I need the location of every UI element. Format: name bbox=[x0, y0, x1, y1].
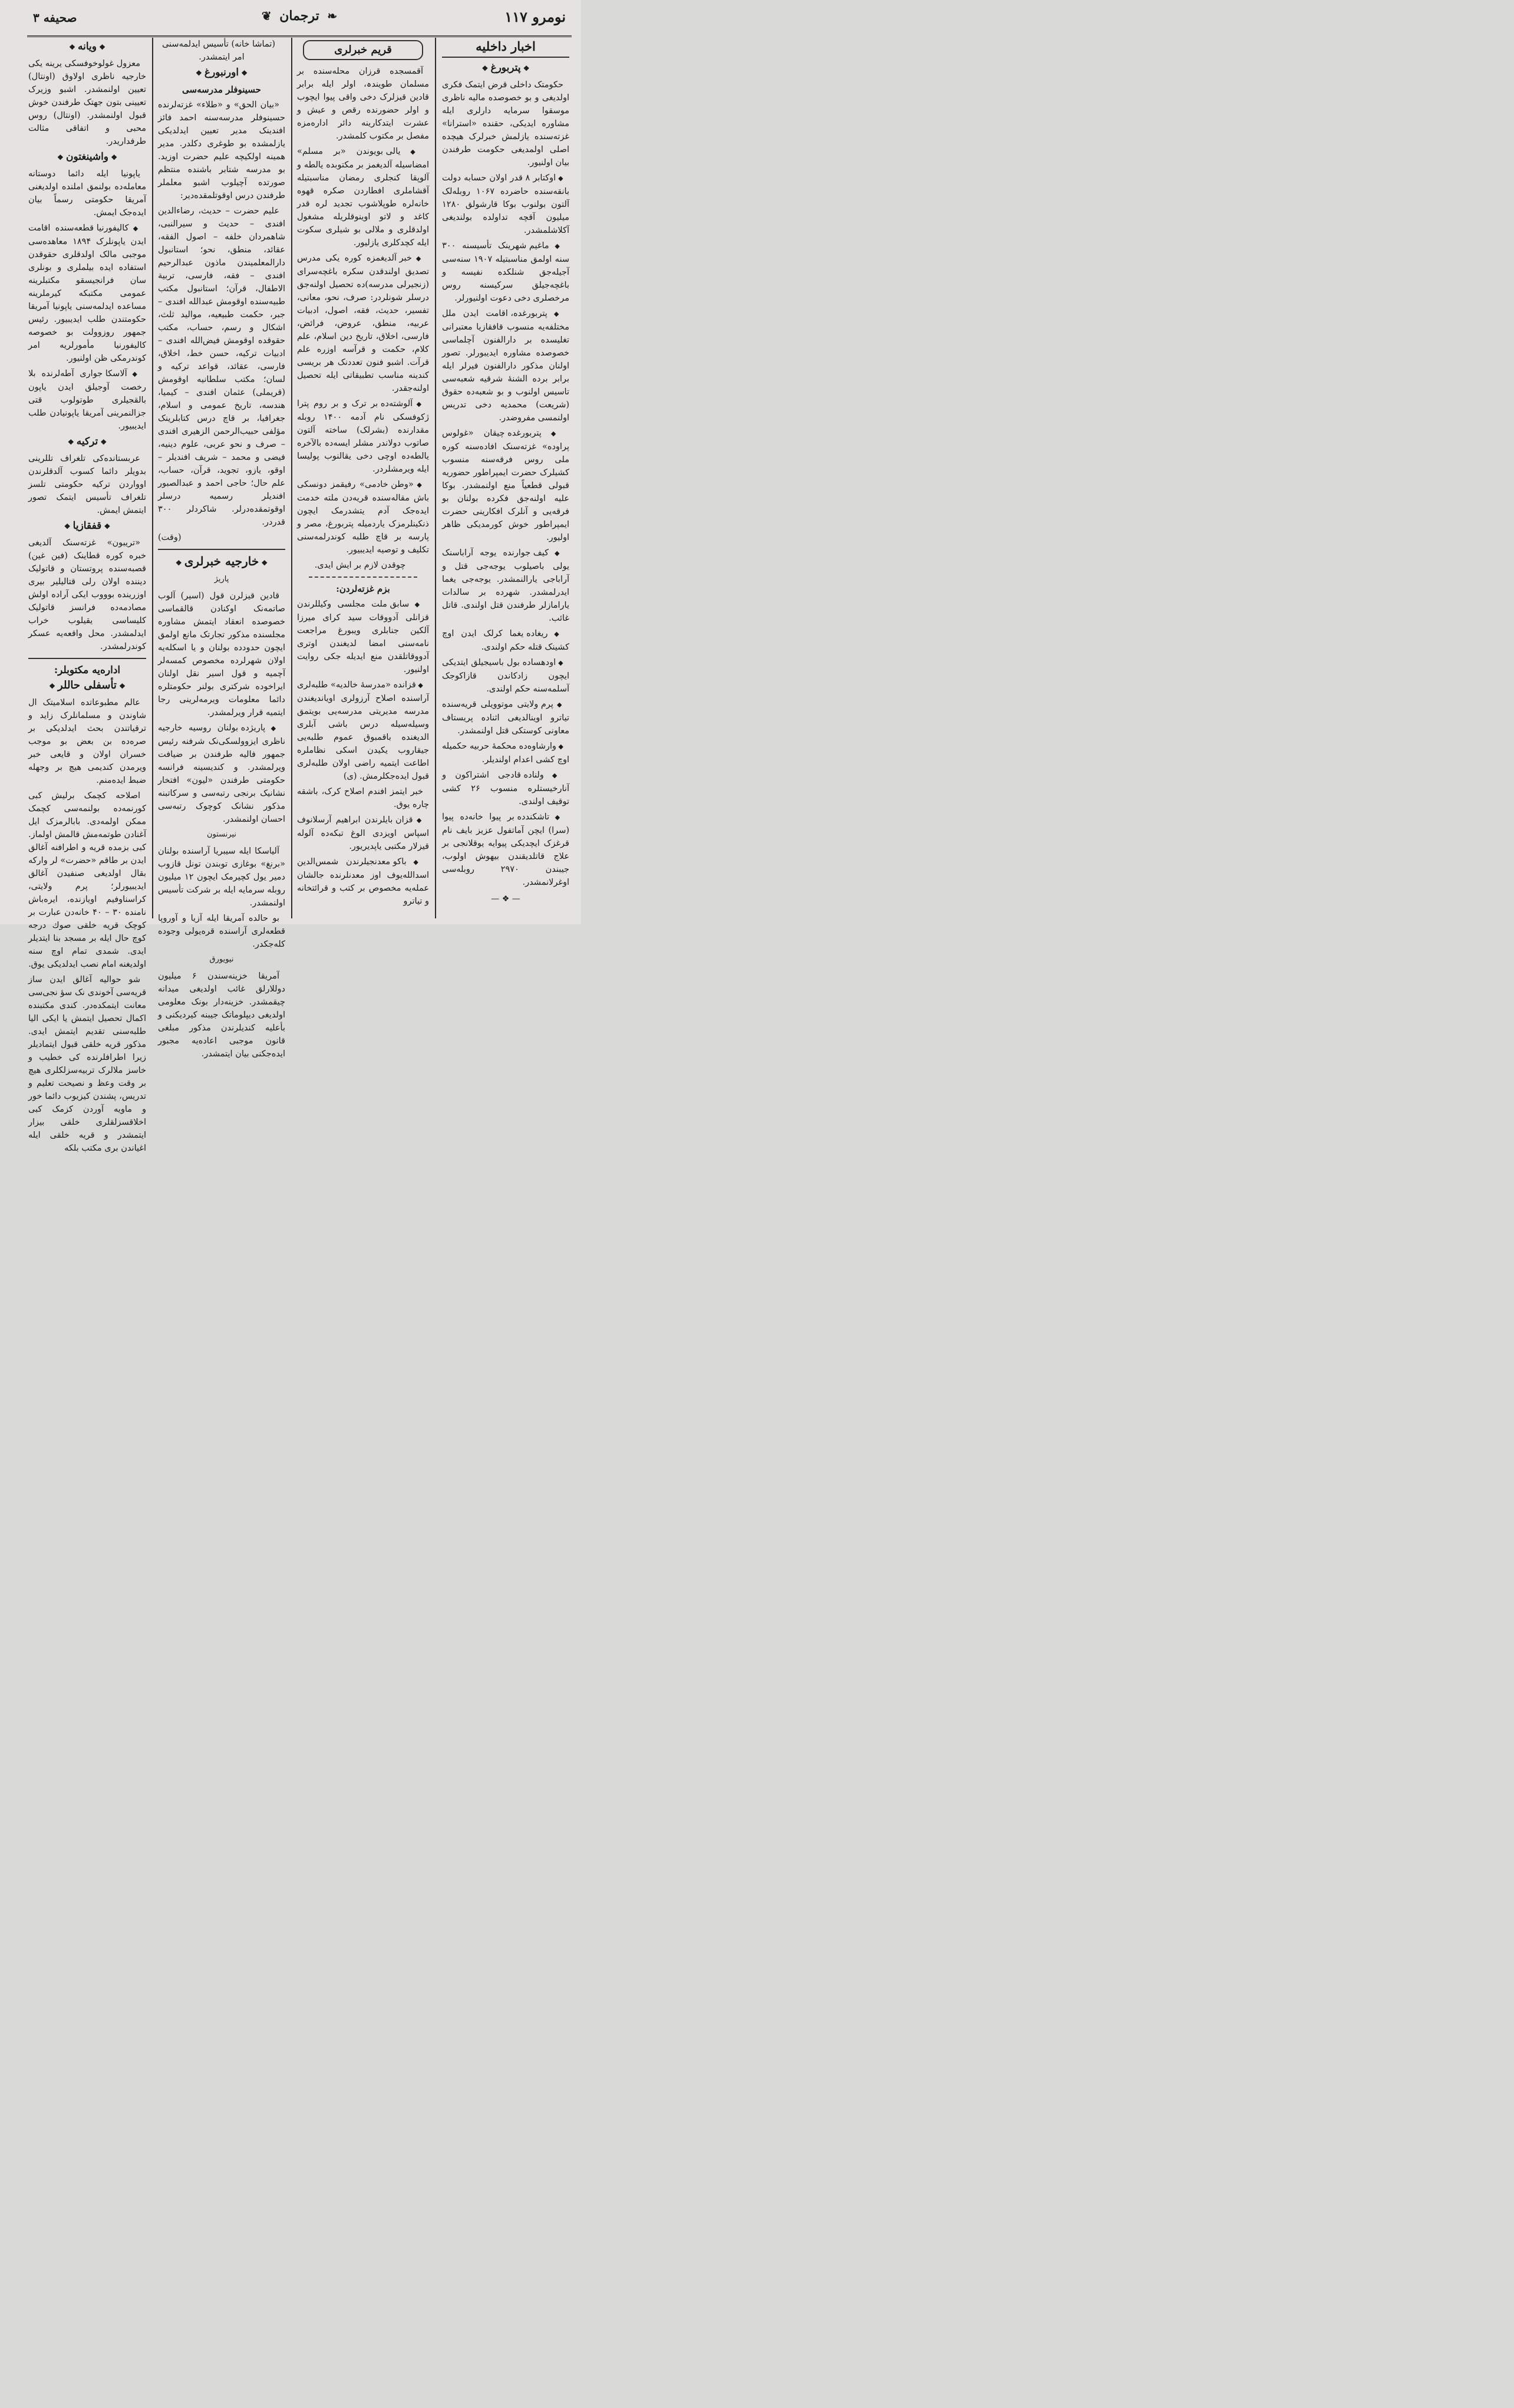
news-item: ◆ ماغیم شهرینک تأسیسنه ۳۰۰ سنه اولمق مناسبتیله ۱۹۰۷ سنه‌سی آجیله‌جق شنلکده نفیسه و باغچه‌جیلق سرکیسنه روس مرخصلری دخی دعوت اولنیورلر. bbox=[442, 239, 569, 305]
ornament-icon: ❦ bbox=[261, 9, 272, 23]
dateline: ❖ واشینغتون ❖ bbox=[28, 150, 146, 164]
news-item: معزول غولوخوفسکی یرینه یکی خارجیه ناظری اولاوق (اونتال) تعیین اولنمشدر. اشبو وزیرک تعیینی بتون جهتک طرفندن خوش قبول اولنمشدر. (اونتال) روس محبی و اتفاقی مثالت طرفداریدر. bbox=[28, 59, 146, 146]
dateline: ❖ پتربورغ ❖ bbox=[442, 61, 569, 75]
news-item: ◆ «وطن خادمی» رفیقمز دونسکی باش مقاله‌سنده قریه‌دن ملته خدمت ایده‌جک آدم یتشدرمک ایچون ذنکینلرمزک یاردمیله پتربورغ، مصر و پارسه بر قاچ طلبه کوندرلمه‌سنی تکلیف و توصیه ایدیبیور. bbox=[297, 478, 429, 556]
news-item: چوقدن لازم بر ایش ایدی. bbox=[314, 561, 406, 570]
intro-line: (تماشا خانه) تأسیس ایدلمه‌سنی امر ایتمشدر. bbox=[161, 39, 276, 62]
news-item: ◆ پرم ولایتی موتوویلی قریه‌سنده تیاترو اوینالدیغی اثناده پریستاف معاونی کوستکی قتل اولنمشدر. bbox=[442, 698, 569, 737]
news-item: ◆ اودهساده بول باسیجیلق ایتدیکی ایچون زادکاندن قازاکوجک آسلمه‌سنه حکم اولندی. bbox=[442, 656, 569, 696]
news-item: حکومتک داخلی قرض ایتمک فکری اولدیغی و بو خصوصده مالیه ناظری موسقوا سرمایه دارلری ایله مشاوره ایدیکی، حقنده «استرانا» غزته‌سنده یازلمش خبرلرک هیچده اصلی اولمدیغی حکومت طرفندن بیان اولنیور. bbox=[442, 80, 569, 167]
masthead bbox=[27, 8, 572, 37]
page-number: صحیفه ۳ bbox=[33, 11, 77, 25]
divider bbox=[158, 549, 285, 550]
news-item: ◆ پتربورغده چیقان «غولوس پراوده» غزته‌سنک افاده‌سنه کوره ملی روس فرقه‌سنه منسوب کشیلرک حضرت ایمپراطور حضوریه قبولی قطعیاً منع اولنمشدر. بوکا علیه اولنه‌جق فکرده بولنان بو فرقه‌یی و آنلرک افکارینی حضرت ایمپراطور خوش کورمدیکی ظاهر اولیور. bbox=[442, 427, 569, 544]
news-item: ◆ یالی بویوندن «بر مسلم» امضاسیله آلدیغمز بر مکتوبده یالطه و آلوپقا کنجلری رمضان مناسبتیله آقشاملری افطاردن صکره قهوه خانه‌لره طوپلاشوب تجدید لره قدر کاغد و لاتو اوینوقلریله مشغول اولدقلری و ملالی بو شیلری سکوت ایله کچدکلری یازلیور. bbox=[297, 145, 429, 249]
section-heading: ❖ خارجیه خبرلری ❖ bbox=[158, 555, 285, 569]
news-item: آمریقا خزینه‌سندن ۶ میلیون دوللارلق غائب اولدیغی میدانه چیقمشدر. خزینه‌دار بونک معلومی اولدیغی دیپلوماتک جیبنه کیردیکنی و بأعلیه کندیلرندن مذکور مبلغی قانون موجبی اعاده‌یه مجبور ایده‌جکنی بیان ایتمشدر. bbox=[158, 971, 285, 1059]
news-item: ◆ قزان بایلرندن ابراهیم آرسلانوف اسپاس اویزدی الوغ تبکه‌ده آلوله قیزلار مکتبی یاپدیریور. bbox=[297, 813, 429, 853]
column-domestic-news bbox=[437, 38, 574, 918]
dateline: ❖ ترکیه ❖ bbox=[28, 435, 146, 449]
newspaper-name: ترجمان bbox=[279, 8, 319, 24]
section-heading: قریم خبرلری bbox=[303, 40, 423, 60]
news-item: ◆ وارشاوه‌ده محکمهٔ حربیه حکمیله اوچ کشی اعدام اولندیلر. bbox=[442, 740, 569, 766]
news-item: «تریبون» غزته‌سنک آلدیغی خبره کوره قطاینک (فین غین) قصبه‌سنده پروتستان و قاتولیک دیننده اولان رلی قتالیلیر بیری اوزرینده بوووب ایکی آراده اولش مصادمه‌ده فرانسز قاتولیک کلیساسی یقیلوب خراب ایدلمشدر. محل واقعه‌یه عسکر کوندرلمشدر. bbox=[28, 538, 146, 651]
news-item: آلیاسکا ایله سیبریا آراسنده بولنان «برنغ» بوغازی توبندن تونل قازوب دمیر یول کچیرمک ایچون ۱۲ میلیون روبله سرمایه ایله بر شرکت تأسیس اولنمشدر. bbox=[158, 846, 285, 908]
news-item: بو حالده آمریقا ایله آزیا و آوروپا قطعه‌لری آراسنده قره‌یولی وجوده کله‌جکدر. bbox=[158, 914, 285, 949]
section-heading: اداره‌یه مکتوبلر: bbox=[54, 664, 121, 676]
news-item: قادین قیزلرن قول (اسیر) آلوب صاتمه‌نک اوکنادن قالقماسی خصوصده انعقاد ایتمش مشاوره مجلسنده مذکور تجارتک مانع اولمق ایچون حدودده بولنان و یا اسکله‌یه اولان شهرلرده مخصوص کمسه‌لر آچمیه و قول اسیر نقل اولنان ایراخوده شرکتری بولنر حکومتلره دائما معلومات ویرمه‌لرینی رجا ایتمیه قرار ویرلمشدر. bbox=[158, 591, 285, 717]
masthead-title bbox=[258, 8, 341, 24]
news-item: ◆ کالیفورنیا قطعه‌سنده اقامت ایدن یاپونلرک ۱۸۹۴ معاهده‌سی موجبی مالک اولدقلری حقوقدن استفاده ایده بیلملری و بونلری سان فرانجیسقو مکتبلرینه عمومی مکتبکه کیرملرینه مساعده ایدلمه‌سنی یاپونیا آمریقا حکومتندن طلب ایدیبیور. رئیس جمهور روزوولت بو خصوصه کالیفورنیا مأمورلریه امر کوندرمکی ظن اولنیور. bbox=[28, 222, 146, 365]
letter-paragraph: عالم مطبوعاتده اسلامیتک ال شاوندن و مسلمانلرک زاید و ترقیاتندن بحث ایدلدیکی بر صره‌ده بن بعض بو موجب خسران اولان و قایعی خبر ویرمدن کندیمی هیچ بر وجهله ضبط ایده‌منم. bbox=[28, 698, 146, 785]
letter-title: ❖ تأسفلی حاللر ❖ bbox=[28, 679, 146, 693]
news-item: عربستانده‌کی تلغراف تللرینی بدویلر دائما کسوب آلدقلرندن اوواردن ترکیه حکومتی تلسز تلغراف تأسیس ایتمک تصور ایتمش ایمش. bbox=[28, 454, 146, 515]
news-item: ◆ ریغاده یغما کرلک ایدن اوچ کشینک قتله حکم اولندی. bbox=[442, 627, 569, 654]
dateline: پاریژ bbox=[214, 575, 229, 584]
news-item: ◆ سابق ملت مجلسی وکیللرندن قزانلی آدووقات سید کرای میرزا آلکین جنابلری ویبورغ مراجعت نامه‌سنی امضا لدیغندن اوتری آدووقاتلقدن منع ایدیله جکی روایت اولنیور. bbox=[297, 598, 429, 676]
letter-paragraph: شو حوالیه آغالق ایدن ساز قریه‌سی آخوندی نک سؤ نجی‌سی معانت ایتمکده‌در. کندی مکتبنده اکمال تحصیل ایتمش یا ایکی الیا طلبه‌سنی تقدیم ایتمش ایدی. مذکور قریه خلقی قبول ایتمادیلر زیرا اطرافلرنده کی خطیب و خاسز ملالرک تربیه‌سزلکلری هیچ بر وقت وعظ و نصیحت تعلیم و تدریس، پشندن کیزیوب دائما خور و ماویه آوردن کزمک کبی اخلاقسزلقلری خلقی بیزار ایتمشدر و قریه خلقی ایله اغیاندن بری مکتب بلکه bbox=[28, 975, 146, 1153]
issue-number: نومرو ۱۱۷ bbox=[504, 8, 566, 25]
news-item: ◆ کیف جوارنده یوجه آراباسنک یولی باصیلوب یوجه‌جی قتل و آراباجی یارالنمشدر. یوجه‌جی یغما ایدرلمشدر. شهرده بر سالدات یارامازلر طرفندن قتل اولندی. قاتل غائب. bbox=[442, 546, 569, 625]
source-signature: (وقت) bbox=[158, 533, 182, 542]
news-item: ◆ آلوشته‌ده بر ترک و بر روم پترا ژکوفسکی نام آدمه ۱۴۰۰ روبله مقدارنده (بشرلک) ساخته آلتون صاتوب دولاندر مشلر ایسه‌ده بالآخره یالطه‌ده اوچی دخی یقالنوب پولیسا ایله ویرمشلردر. bbox=[297, 397, 429, 476]
news-item: آقمسجده قرزان محله‌سنده بر مسلمان طویندہ، اولر ایله برابر قادین قیزلرک دخی واقی پیوا ایچوب و اولر حضورنده رقص و عیش و عشرت ایتدکارینه دائر اداره‌مزه مفصل بر مکتوب کلمشدر. bbox=[297, 67, 429, 141]
news-item: ◆ ولناده قادجی اشتراکون و آنارخیستلره منسوب ۲۶ کشی توقیف اولندی. bbox=[442, 769, 569, 808]
news-item: «بیان الحق» و «طلاء» غزته‌لرنده حسینوفلر مدرسه‌سنه احمد فائز افندینک مدیر تعیین ایدلدیکی یازلمشده بو طوغری دکلدر. مدیر همینه اولکیچه علیم حضرت اوزید. بو مدرسه شتابر باشنده منتظم صورتده آچیلوب اشبو معلملر طرفندن درس اوقوتلمقده‌دیر: bbox=[158, 100, 285, 200]
news-item: خبر ایتمز افندم اصلاح کرک، باشقه چاره یوق. bbox=[297, 787, 429, 809]
section-heading: ❖ اورنبورغ ❖ bbox=[158, 66, 285, 80]
news-item: ◆ باکو معدنجیلرندن شمس‌الدین اسدالله‌یوف اوز معدنلرنده جالشان عمله‌یه مخصوص بر کتب و قرائتخانه و تیاترو bbox=[297, 855, 429, 908]
column-crimea-news bbox=[292, 38, 434, 918]
dateline: ❖ ویانه ❖ bbox=[28, 40, 146, 54]
section-heading: اخبار داخلیه bbox=[442, 40, 569, 58]
section-heading: بزم غزته‌لردن: bbox=[336, 584, 390, 594]
end-ornament-icon: — ❖ — bbox=[491, 894, 520, 904]
sub-heading: حسینوفلر مدرسه‌سی bbox=[182, 84, 261, 95]
divider bbox=[309, 577, 417, 578]
news-item: ◆ پتربورغده، اقامت ایدن ملل مختلفه‌یه منسوب قافقازیا معتبرانی تغلیسده بر دارالفنون آچلماسی خصوصده مشاوره ایدیبورلر. تصور اولنان مذکور دارالفنون فیرلر ایله برابر برده الشنهٔ شرقیه شعبه‌سی تاسیس اولنوب و بو شعبه‌ده حقوق (شریعت) محمدیه دخی تدریس اولنمسی مفروضدر. bbox=[442, 307, 569, 424]
divider bbox=[28, 658, 146, 659]
news-item: ◆ تاشکندده بر پیوا خانه‌ده پیوا (سرا) ایچن آماتفول عزیز بایف نام قرغزک ایچدیکی پیوایه یوقلانجی بر علاج قاتلدیقندن بیهوش اولوب، جیبندن ۲۹۷۰ روبله‌سی اوغرلانمشدر. bbox=[442, 811, 569, 889]
news-item: ◆ اوکتابر ۸ قدر اولان حسابه دولت بانقه‌سنده حاضرده ۱۰۶۷ روبله‌لک آلتون بولنوب بوکا قارشولق ۱۲۸۰ میلیون آقچه تداولده بولندیغی آکلاشلمشدر. bbox=[442, 172, 569, 237]
news-item: ◆ پاریژده بولنان روسیه خارجیه ناظری ایزوولسکی‌نک شرفنه رئیس جمهور فالیه طرفندن بر ضیافت ویرلمشدر. و کندیسینه فرانسه حکومتی طرفندن «لیون» افتخار نشانیک برنجی رتبه‌سی و سرکاتبنه مذکور نشانک کوچوک رتبه‌سی احسان اولنمشدر. bbox=[158, 722, 285, 826]
news-item: علیم حضرت – حدیث، رضاءالدین افندی – حدیث و سیرالنبی، شاهمردان خلفه – اصول الفقه، عقائد، منطق، نحو؛ استانبول دارالمعلمیندن ماذون عبدالرحیم افندی – فقه، فارسی، تربیة الاطفال، قرآن؛ استانبول مکتب طبیه‌سنده اوقومش عبدالله افندی – جبر، حکمت طبیعیه، موالید ثلث، اشکال و رسم، حساب، مکتب حقوقده اوقومش فیض‌الله افندی – ادبیات ترکیه، حسن خط، اخلاق، فارسی، عقائد، قواعد ترکیه و لسان؛ مکتب سلطانیه اوقومش (قریملی) عثمان افندی – کیمیا، هندسه، تاریخ عمومی و اسلام، جغرافیا، بر قاچ درس کتابلرینک مؤلفی حبیب‌الرحمن الزهیری افندی – صرف و نحو عربی، علوم دینیه، فیضی و محمد – شریف افندیلر – اوقو، یازو، تجوید، قرآن، حساب، علم حال؛ حاجی احمد و عبدالصبور افندیلر رسمیه درسلر اوقوتمقده‌درلر. شاکردلر ۳۰۰ قدردر. bbox=[158, 206, 285, 527]
news-item: ◆ قزانده «مدرسهٔ خالدیه» طلبه‌لری آراسنده اصلاح آرزولری اویاندیغندن مدرسه مدیریتی مدرسه‌یی بویتمق وسیله‌سیله درس باشی آبلری الدیغنده باقمبوق عموم طلبه‌یی جیقاروب یکیدن اسکی نظاملره اطاعت ایتمیه راضی اولان طلبه‌لری قبول ایده‌جکلرمش. (ی) bbox=[297, 678, 429, 783]
dateline: نیرنستون bbox=[206, 830, 237, 839]
column-foreign-letters bbox=[24, 38, 151, 1153]
column-orenburg-foreign bbox=[153, 38, 290, 1059]
dateline: نیویورق bbox=[209, 955, 234, 964]
ornament-icon: ❧ bbox=[327, 9, 338, 23]
letter-paragraph: اصلاحه کچمک برلیش کبی کورنمه‌ده بولنمه‌سی کچمک ممکن اولمه‌دی. بابالرمزک ایل آغنادن طوتمه‌مش قالمش اولماز. کبی بزمده قریه و اطرافنه آغالق ایدن بر طاقم «حضرت» لر وارکه بقال اولدیغی صنفیدن آغالق ایدیبیورلر؛ پرم ولایتی، کراسناوفیم اویازنده، ایره‌باش نامنده ۳۰ – ۴۰ خانه‌دن عبارت بر کوچک قریه خلقی صوك درجه کوچ حال ایله بر مسجد بنا ایتدیلر ایدی. شمدی تمام اوچ سنه اولدیغنه امام نصب ایدلدیکی یوق. bbox=[28, 791, 147, 969]
column-divider bbox=[435, 38, 436, 918]
news-item: ◆ خبر آلدیغمزه کوره یکی مدرس تصدیق اولندقدن سکره باغچه‌سرای (زنجیرلی مدرسه)‌ده تحصیل اولنه‌جق درسلر شونلردر: صرف، نحو، معانی، تفسیر، حدیث، فقه، اصول، ادبیات عربیه، منطق، عروض، فرائض، فارسی، اخلاق، تاریخ دین اسلام، علم کلام، حکمت و قرآسه اوزره علم قرآت. اشبو فنون تعددنک هر بریسی کندینه مناسب تطبیقاتی ایله تحصیل اولنه‌جقدر. bbox=[297, 252, 429, 395]
newspaper-page bbox=[0, 0, 581, 1153]
dateline: ❖ قفقازیا ❖ bbox=[28, 519, 146, 533]
news-item: ◆ آلاسکا جواری آطه‌لرنده بلا رخصت آوجیلق ایدن یاپون بالقجیلری طوتولوب قتی جزالنمرینی آمریقا یاپونیادن طلب ایدیبیور. bbox=[28, 367, 146, 433]
news-item: یاپونیا ایله دائما دوستانه معامله‌ده بولنمق املنده اولدیغنی آمریقا حکومتی رسماً بیان ایده‌جک ایمش. bbox=[28, 169, 146, 218]
